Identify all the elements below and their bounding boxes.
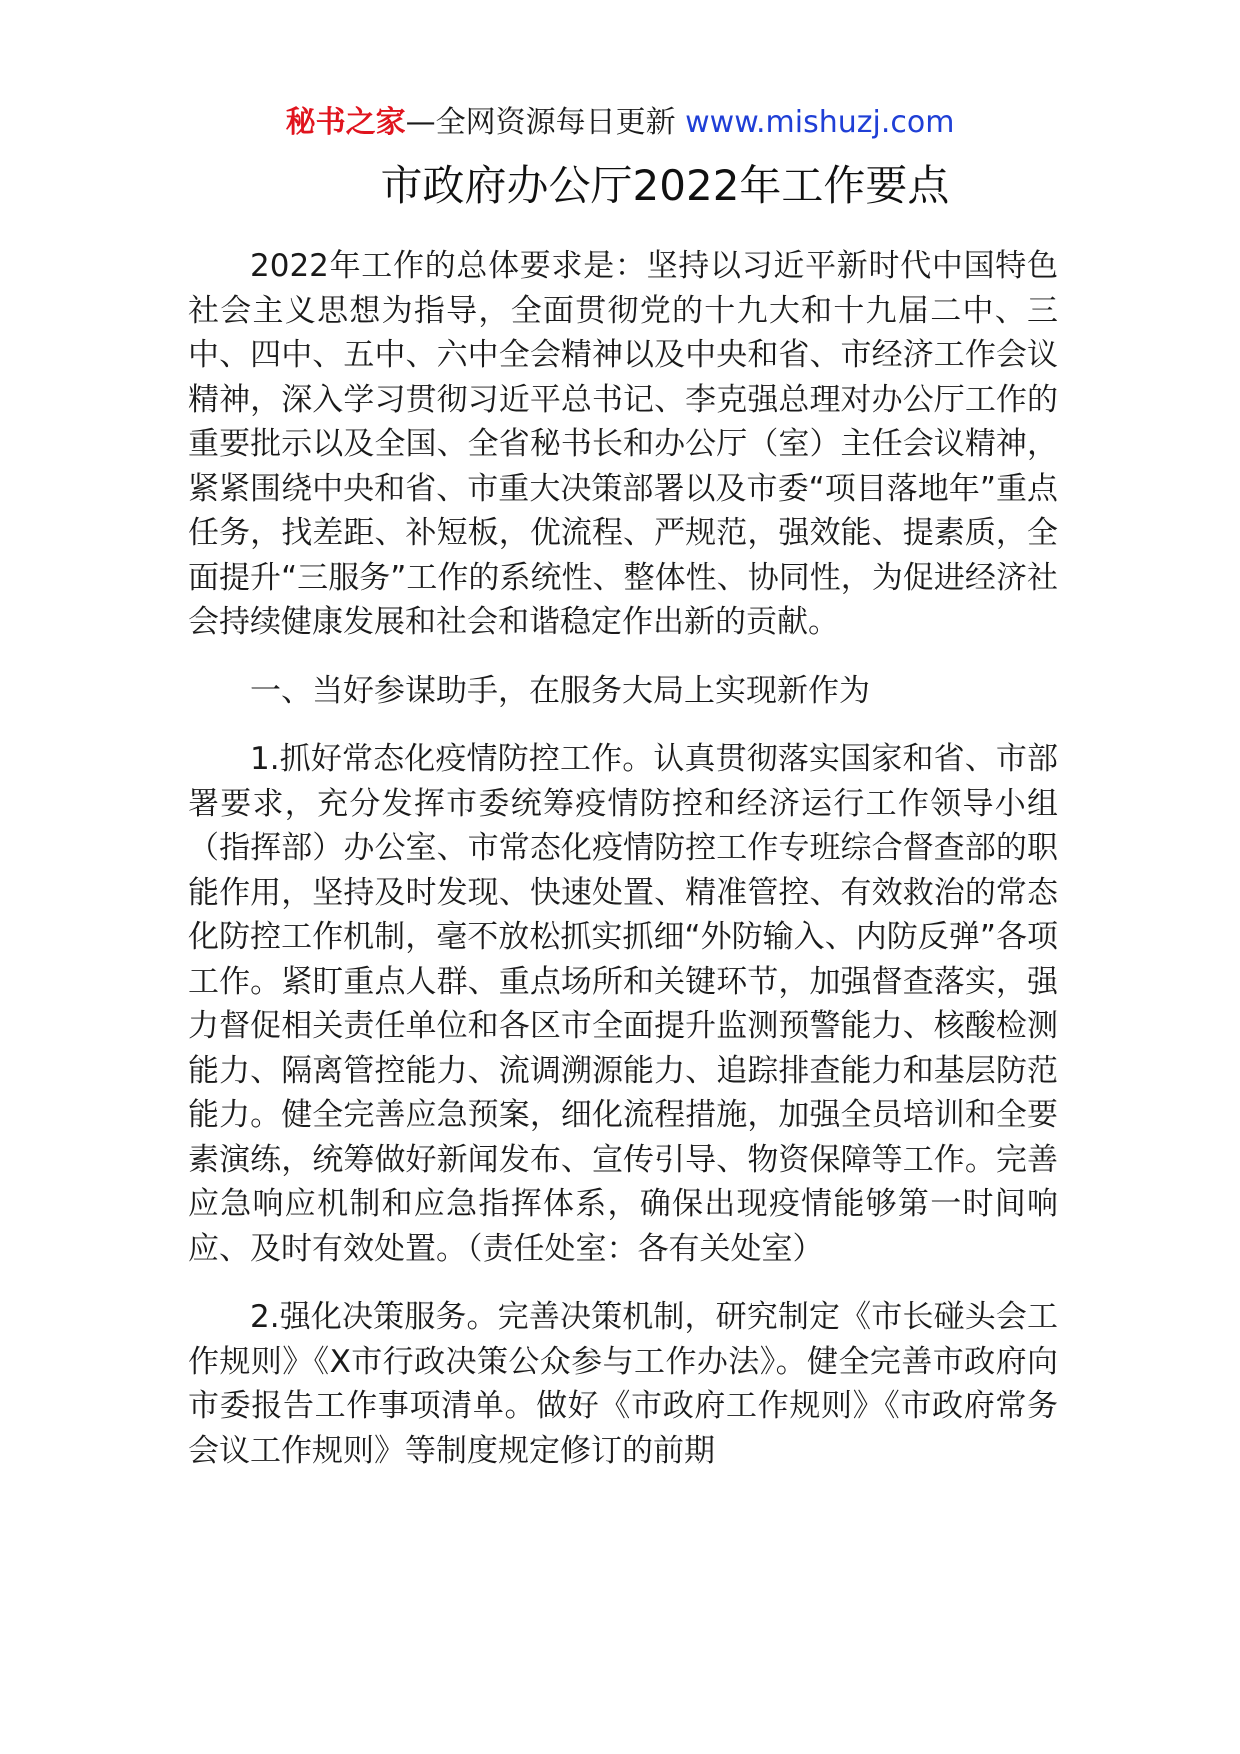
site-slogan: —全网资源每日更新: [405, 105, 686, 140]
site-header: [0, 100, 1240, 146]
site-url-link[interactable]: www.mishuzj.com: [685, 105, 955, 140]
paragraph-item-2: 2.强化决策服务。完善决策机制，研究制定《市长碰头会工作规则》《X市行政决策公众参与工作办法》。健全完善市政府向市委报告工作事项清单。做好《市政府工作规则》《市政府常务会议工作规则》等制度规定修订的前期: [188, 1299, 1058, 1469]
brand-name: 秘书之家: [285, 105, 406, 140]
document-title: 市政府办公厅2022年工作要点: [380, 161, 950, 210]
paragraph-item-1: 1.抓好常态化疫情防控工作。认真贯彻落实国家和省、市部署要求，充分发挥市委统筹疫情防控和经济运行工作领导小组（指挥部）办公室、市常态化疫情防控工作专班综合督查部的职能作用，坚持及时发现、快速处置、精准管控、有效救治的常态化防控工作机制，毫不放松抓实抓细“外防输入、内防反弹”各项工作。紧盯重点人群、重点场所和关键环节，加强督查落实，强力督促相关责任单位和各区市全面提升监测预警能力、核酸检测能力、隔离管控能力、流调溯源能力、追踪排查能力和基层防范能力。健全完善应急预案，细化流程措施，加强全员培训和全要素演练，统筹做好新闻发布、宣传引导、物资保障等工作。完善应急响应机制和应急指挥体系，确保出现疫情能够第一时间响应、及时有效处置。（责任处室：各有关处室）: [188, 741, 1058, 1267]
section-heading-1: 一、当好参谋助手，在服务大局上实现新作为: [250, 672, 870, 709]
paragraph-overall-requirements: 2022年工作的总体要求是：坚持以习近平新时代中国特色社会主义思想为指导，全面贯彻党的十九大和十九届二中、三中、四中、五中、六中全会精神以及中央和省、市经济工作会议精神，深入学习贯彻习近平总书记、李克强总理对办公厅工作的重要批示以及全国、全省秘书长和办公厅（室）主任会议精神，紧紧围绕中央和省、市重大决策部署以及市委“项目落地年”重点任务，找差距、补短板，优流程、严规范，强效能、提素质，全面提升“三服务”工作的系统性、整体性、协同性，为促进经济社会持续健康发展和社会和谐稳定作出新的贡献。: [188, 248, 1058, 640]
document-body: [188, 244, 1058, 1473]
